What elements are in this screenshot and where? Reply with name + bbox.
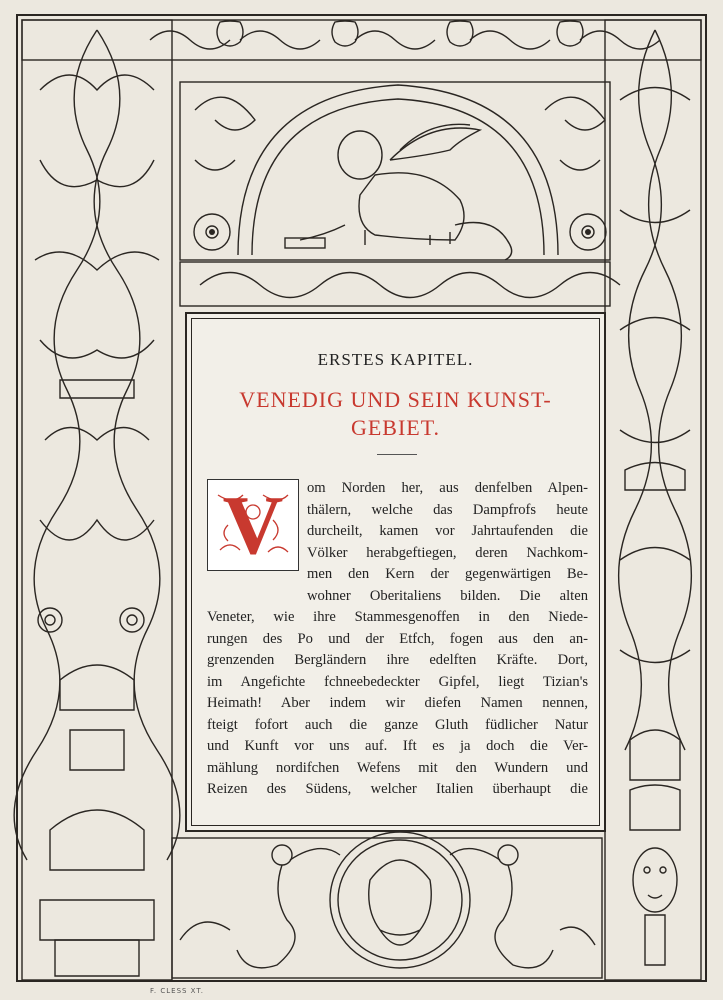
drop-cap-letter: V bbox=[222, 479, 284, 572]
chapter-title-line-1: VENEDIG UND SEIN KUNST- bbox=[239, 387, 552, 412]
text-panel bbox=[185, 312, 606, 832]
text-line: und Kunft vor uns auf. Ift es ja doch die Ver- bbox=[207, 738, 588, 754]
text-line: grenzenden Bergländern ihre edelften Kräfte. Dort, bbox=[207, 652, 588, 668]
text-line: mählung nordifchen Wefens mit den Wundern und bbox=[207, 759, 588, 776]
title-divider bbox=[377, 454, 417, 455]
mermaid-icon bbox=[237, 845, 553, 968]
text-line: rungen des Po und der Etfch, fogen aus den an- bbox=[207, 630, 588, 647]
grotesque-mask-icon bbox=[633, 848, 677, 965]
winged-lion-icon bbox=[285, 124, 512, 260]
chapter-title-line-2: GEBIET. bbox=[350, 415, 441, 440]
text-line: Heimath! Aber indem wir diefen Namen nennen, bbox=[207, 695, 588, 711]
text-line: Veneter, wie ihre Stammesgenoffen in den Niede- bbox=[207, 609, 588, 625]
portrait-medallion-icon bbox=[330, 832, 470, 968]
text-line: durcheilt, kamen vor Jahrtaufenden die bbox=[307, 523, 588, 539]
text-line: wohner Oberitaliens bilden. Die alten bbox=[307, 587, 588, 604]
text-line: om Norden her, aus denfelben Alpen- bbox=[307, 480, 588, 496]
chapter-heading: ERSTES KAPITEL. bbox=[317, 350, 474, 369]
text-line: thälern, welche das Dampfrofs heute bbox=[307, 501, 588, 518]
text-line: im Angefichte fchneebedeckter Gipfel, liegt Tizian's bbox=[207, 673, 588, 690]
text-line: Völker herabgeftiegen, deren Nachkom- bbox=[307, 544, 588, 561]
text-line: men den Kern der gegenwärtigen Be- bbox=[307, 566, 588, 582]
chapter-title bbox=[187, 386, 604, 442]
text-line: Reizen des Südens, welcher Italien überhaupt die bbox=[207, 781, 588, 797]
body-text bbox=[207, 478, 588, 801]
engraver-credit: F. CLESS XT. bbox=[150, 987, 205, 995]
text-line: fteigt fofort auch die ganze Gluth füdlicher Natur bbox=[207, 716, 588, 733]
